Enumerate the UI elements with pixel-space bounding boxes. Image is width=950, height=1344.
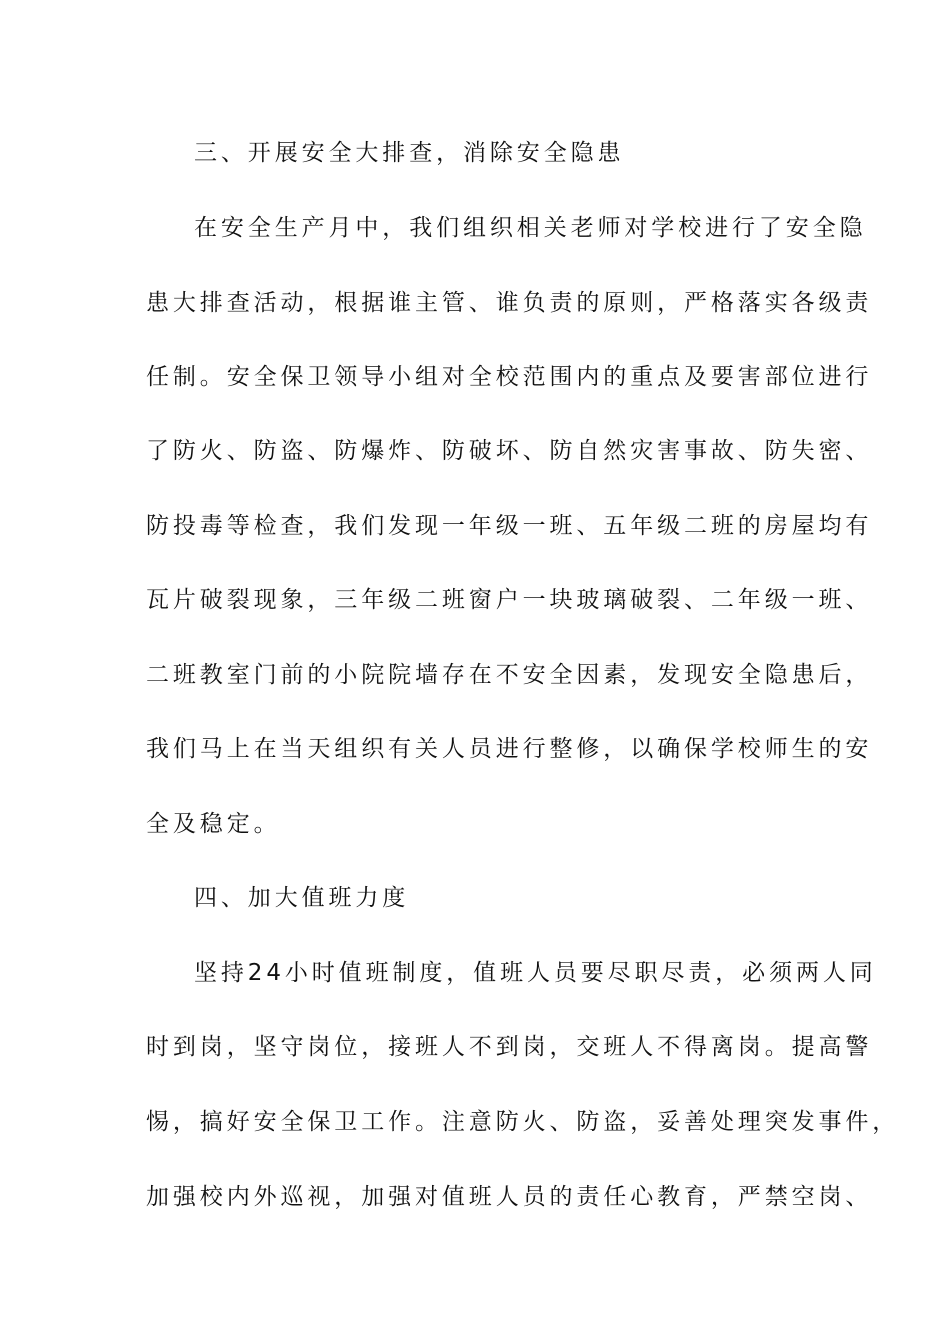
paragraph-line: 坚持24小时值班制度，值班人员要尽职尽责，必须两人同 — [194, 960, 877, 986]
paragraph-line: 瓦片破裂现象，三年级二班窗户一块玻璃破裂、二年级一班、 — [146, 587, 873, 613]
paragraph-line: 时到岗，坚守岗位，接班人不到岗，交班人不得离岗。提高警 — [146, 1034, 873, 1060]
paragraph-line: 了防火、防盗、防爆炸、防破坏、防自然灾害事故、防失密、 — [146, 438, 873, 464]
paragraph-line: 任制。安全保卫领导小组对全校范围内的重点及要害部位进行 — [146, 364, 873, 390]
paragraph-line: 二班教室门前的小院院墙存在不安全因素，发现安全隐患后， — [146, 662, 873, 688]
section-4-heading: 四、加大值班力度 — [194, 885, 410, 911]
paragraph-line: 防投毒等检查，我们发现一年级一班、五年级二班的房屋均有 — [146, 513, 873, 539]
paragraph-line: 全及稳定。 — [146, 811, 281, 837]
paragraph-line: 惕，搞好安全保卫工作。注意防火、防盗，妥善处理突发事件， — [146, 1109, 900, 1135]
section-3-heading: 三、开展安全大排查，消除安全隐患 — [194, 140, 625, 166]
paragraph-line: 在安全生产月中，我们组织相关老师对学校进行了安全隐 — [194, 215, 867, 241]
paragraph-line: 加强校内外巡视，加强对值班人员的责任心教育，严禁空岗、 — [146, 1184, 873, 1210]
paragraph-line: 患大排查活动，根据谁主管、谁负责的原则，严格落实各级责 — [146, 290, 873, 316]
paragraph-line: 我们马上在当天组织有关人员进行整修，以确保学校师生的安 — [146, 736, 873, 762]
